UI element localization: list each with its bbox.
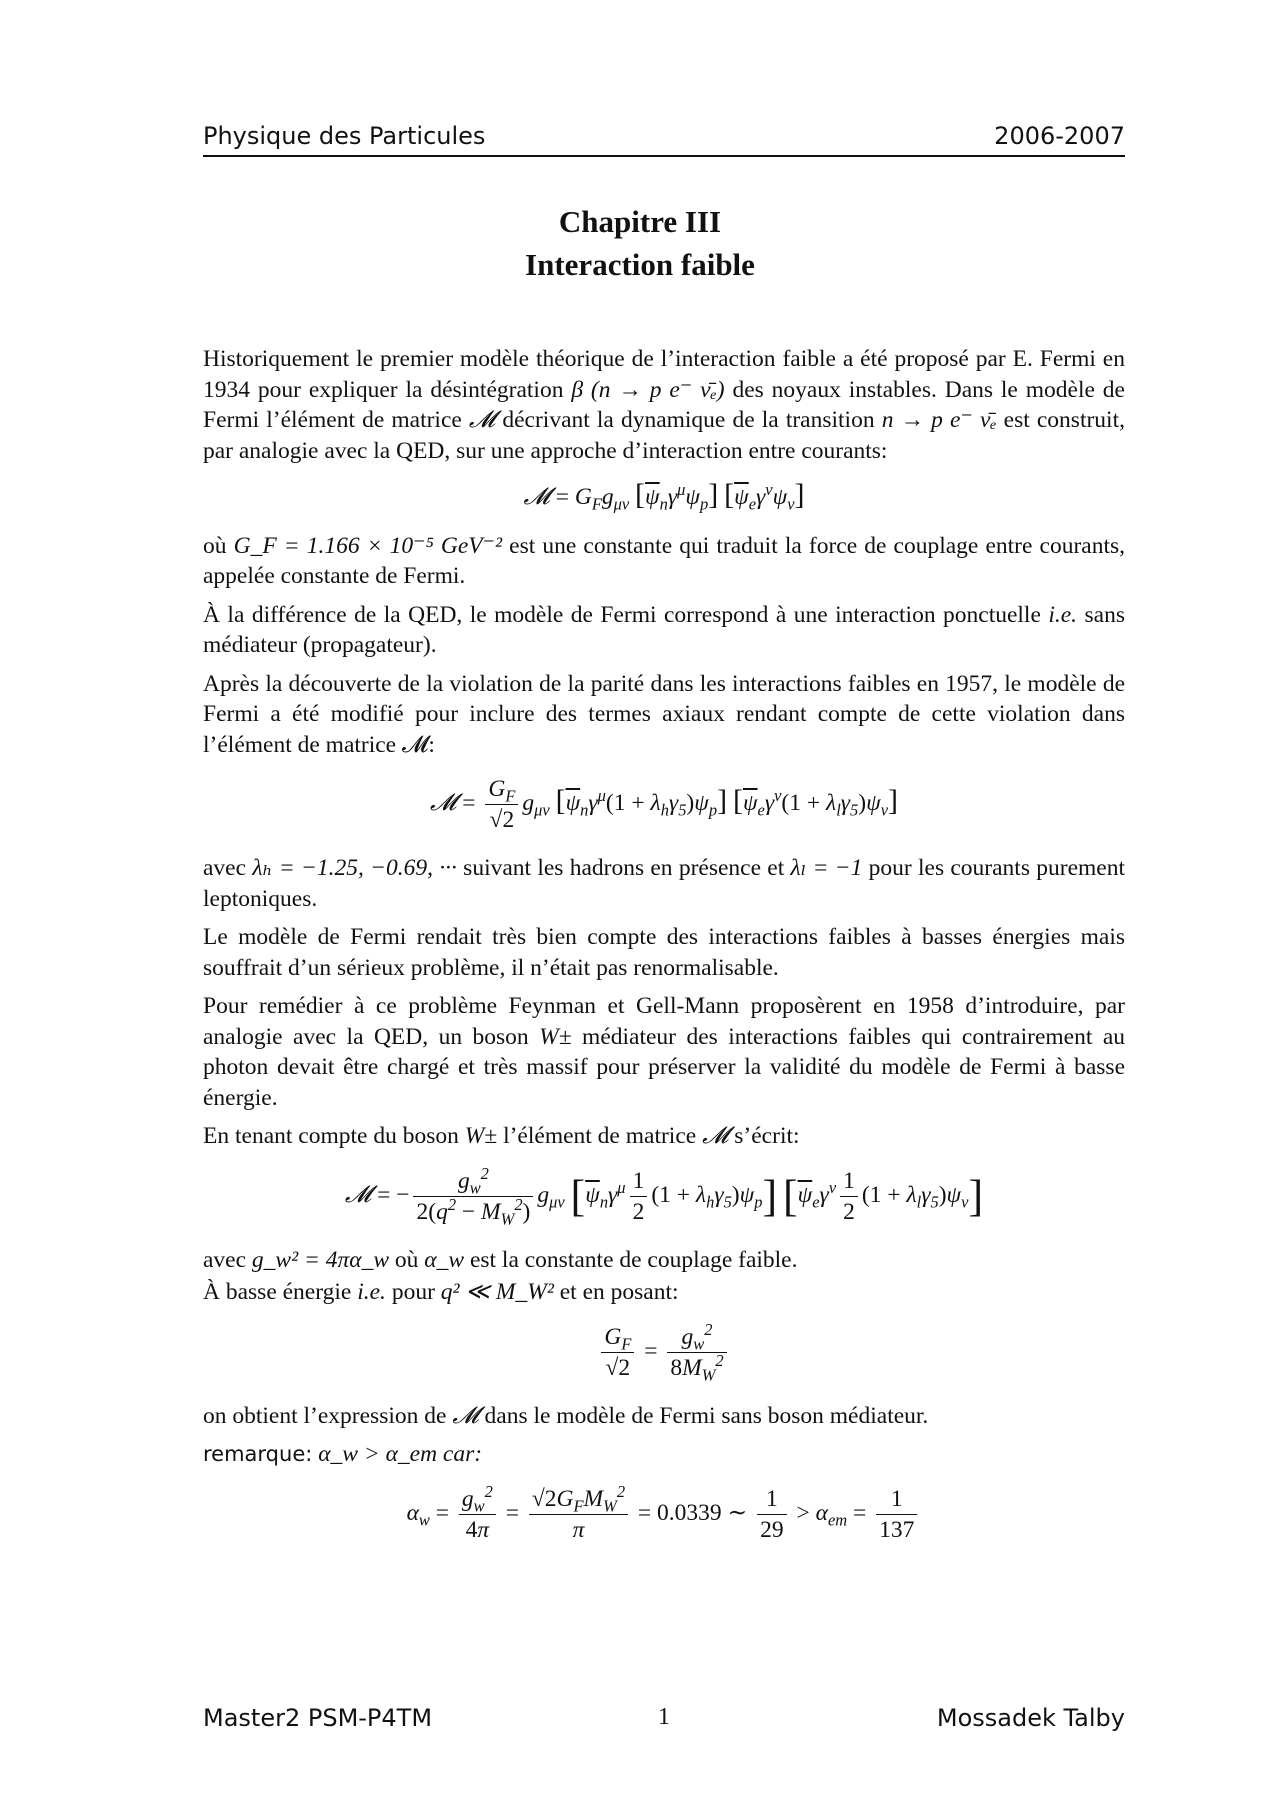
equation-parity-matrix: 𝓜 = $\frac{G_F}{√2}$ $g_{\mu\nu}$ $[\overline{\psi}_n\gamma^\mu(1 + \lambda_h\gamma_5)\psi_p] [\overline{\psi}_e\gamma^\nu(1 + \lambda_l\gamma_5)\psi_\nu]$: [430, 776, 898, 833]
page-number: 1: [658, 1704, 670, 1730]
paragraph-remark: remarque: α_w > α_em car:: [203, 1441, 483, 1467]
equation-alpha-w: $\alpha_w$ = $\frac{g_w^2}{4\pi}$ = $\frac{√2G_FM_W^2}{\pi}$ = 0.0339 ∼ $\frac{1}{29}$ > $\alpha_{em}$ = $\frac{1}{137}$: [203, 1484, 1125, 1545]
chapter-title: [0, 200, 1280, 286]
header-year: 2006-2007: [994, 122, 1125, 150]
paragraph-conclusion: on obtient l’expression de 𝓜 dans le modèle de Fermi sans boson médiateur.: [203, 1402, 929, 1429]
paragraph-low-energy: À basse énergie i.e. pour q² ≪ M_W² et en posant:: [203, 1279, 679, 1305]
transition-formula: n → p e⁻ ν̄ₑ: [881, 407, 997, 433]
paragraph-w-boson: Pour remédier à ce problème Feynman et Gell-Mann proposèrent en 1958 d’introduire, par analogie avec la QED, un boson W± médiateur des interactions faibles qui contrairement au photon devait être chargé et très massif pour préserver la validité du modèle de Fermi à basse énergie.: [203, 993, 1126, 1111]
paragraph-coupling: avec g_w² = 4πα_w où α_w est la constante de couplage faible.: [203, 1246, 798, 1273]
fermi-constant-value: G_F = 1.166 × 10⁻⁵ GeV⁻²: [233, 532, 503, 559]
remark-label: remarque:: [203, 1442, 313, 1466]
equation-gf-relation: $\frac{G_F}{√2}$ = $\frac{g_w^2}{8M_W^2}$: [203, 1322, 1125, 1383]
equation-fermi-matrix: 𝓜 = $G_Fg_{\mu\nu}$ $[\overline{\psi}_n\gamma^\mu\psi_p]$ $[\overline{\psi}_e\gamma^\nu\psi_\nu]$: [523, 478, 805, 514]
header-rule: [203, 155, 1125, 157]
equation-w-propagator: 𝓜 = − $\frac{g_w^2}{2(q^2 - M_W^2)}$ $g_{\mu\nu}$ [$\overline{\psi}_n\gamma^\mu$ $\frac{1}{2}$ $(1 + \lambda_h\gamma_5)\psi_p$] [$\overline{\psi}_e\gamma^\nu$ $\frac{1}{2}$ $(1 + \lambda_l\gamma_5)\psi_\nu$]: [344, 1163, 984, 1229]
page-body: [203, 344, 1125, 1563]
beta-decay-formula: β (n → p e⁻ ν̄ₑ): [571, 376, 725, 403]
header-course: Physique des Particules: [203, 122, 486, 150]
paragraph-fermi-constant: où G_F = 1.166 × 10⁻⁵ GeV⁻² est une constante qui traduit la force de couplage entre courants, appelée constante de Fermi.: [203, 532, 1126, 589]
paragraph-w-matrix: En tenant compte du boson W± l’élément de matrice 𝓜 s’écrit:: [203, 1123, 800, 1149]
footer-author: Mossadek Talby: [936, 1704, 1125, 1732]
chapter-number: Chapitre III: [558, 204, 722, 239]
paragraph-renormalization: Le modèle de Fermi rendait très bien compte des interactions faibles à basses énergies mais souffrait d’un sérieux problème, il n’était pas renormalisable.: [203, 924, 1125, 981]
paragraph-lambda: avec λₕ = −1.25, −0.69, ··· suivant les hadrons en présence et λₗ = −1 pour les courants purement leptoniques.: [203, 855, 1125, 912]
chapter-name: Interaction faible: [525, 247, 755, 282]
footer-program: Master2 PSM-P4TM: [203, 1704, 433, 1732]
paragraph-parity: Après la découverte de la violation de la parité dans les interactions faibles en 1957, le modèle de Fermi a été modifié pour inclure des termes axiaux rendant compte de cette violation dans l’élément de matrice 𝓜:: [203, 670, 1125, 758]
paragraph-pointlike: À la différence de la QED, le modèle de Fermi correspond à une interaction ponctuelle i.e. sans médiateur (propagateur).: [203, 601, 1125, 658]
paragraph-intro: Historiquement le premier modèle théorique de l’interaction faible a été proposé par E. Fermi en 1934 pour expliquer la désintégration β (n → p e⁻ ν̄ₑ) des noyaux instables. Dans le modèle de Fermi l’élément de matrice 𝓜 décrivant la dynamique de la transition n → p e⁻ ν̄ₑ est construit, par analogie avec la QED, sur une approche d’interaction entre courants:: [203, 346, 1125, 464]
